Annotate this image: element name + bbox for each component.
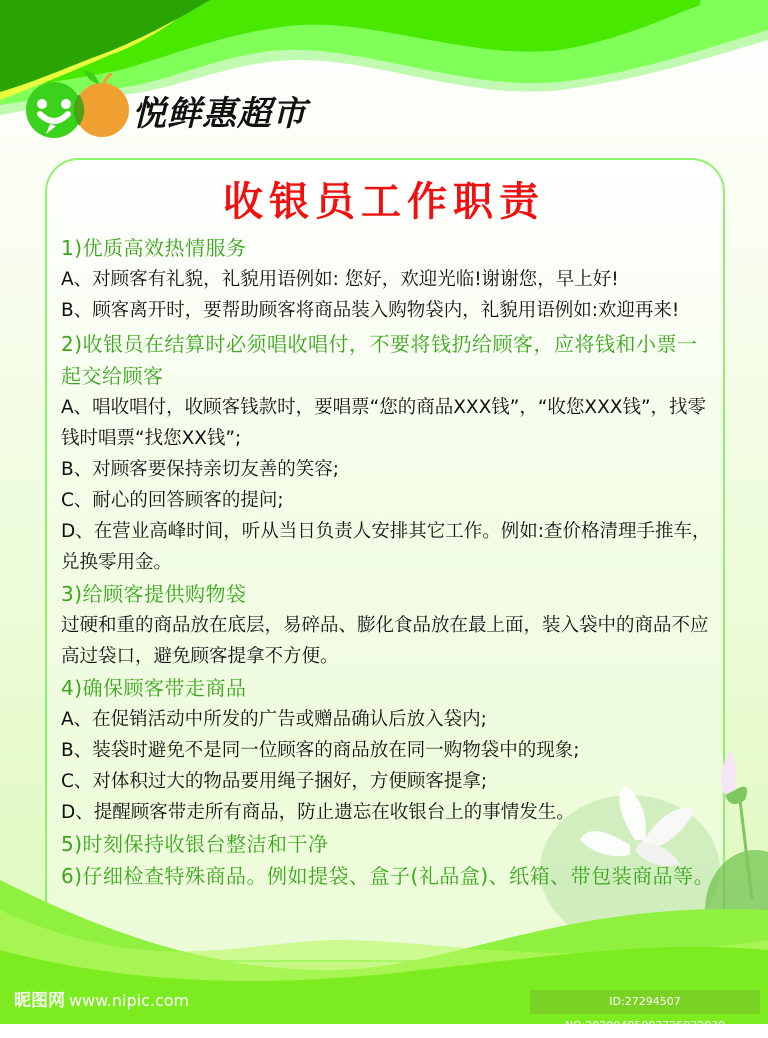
section-2-item-b: B、对顾客要保持亲切友善的笑容;: [61, 459, 339, 480]
section-4-item-d: D、提醒顾客带走所有商品，防止遗忘在收银台上的事情发生。: [61, 802, 575, 823]
section-4-item-c: C、对体积过大的物品要用绳子捆好，方便顾客提拿;: [61, 771, 488, 792]
section-heading-5: 5)时刻保持收银台整洁和干净: [61, 832, 329, 856]
section-4-item-a: A、在促销活动中所发的广告或赠品确认后放入袋内;: [61, 709, 487, 730]
section-2-item-c: C、耐心的回答顾客的提问;: [61, 490, 284, 511]
section-heading-3: 3)给顾客提供购物袋: [61, 582, 247, 606]
section-2-item-a: A、唱收唱付，收顾客钱款时，要唱票“您的商品XXX钱”，“收您XXX钱”，找零钱时唱票“找您XX钱”;: [61, 397, 707, 449]
section-heading-6: 6)仔细检查特殊商品。例如提袋、盒子(礼品盒)、纸箱、带包装商品等。: [61, 864, 715, 888]
page-title: 收银员工作职责: [223, 179, 545, 225]
section-1-item-a: A、对顾客有礼貌，礼貌用语例如: 您好，欢迎光临!谢谢您，早上好!: [61, 269, 619, 290]
watermark-id: ID:27294507 NO:20200405083725932030: [530, 990, 760, 1014]
duties-content: [61, 232, 716, 892]
section-1-item-b: B、顾客离开时，要帮助顾客将商品装入购物袋内，礼貌用语例如:欢迎再来!: [61, 300, 680, 321]
section-heading-1: 1)优质高效热情服务: [61, 236, 247, 260]
section-3-item: 过硬和重的商品放在底层，易碎品、膨化食品放在最上面，装入袋中的商品不应高过袋口，避免顾客提拿不方便。: [61, 615, 709, 667]
watermark-site: [14, 986, 189, 1011]
section-heading-2: 2)收银员在结算时必须唱收唱付，不要将钱扔给顾客，应将钱和小票一起交给顾客: [61, 332, 698, 388]
section-2-item-d: D、在营业高峰时间，听从当日负责人安排其它工作。例如:查价格清理手推车，兑换零用金。: [61, 521, 711, 573]
watermark-site-url[interactable]: www.nipic.com: [69, 991, 190, 1010]
brand-name: 悦鲜惠超市: [132, 94, 307, 134]
section-heading-4: 4)确保顾客带走商品: [61, 676, 247, 700]
section-4-item-b: B、装袋时避免不是同一位顾客的商品放在同一购物袋中的现象;: [61, 740, 580, 761]
watermark-site-name: 昵图网: [14, 991, 65, 1011]
